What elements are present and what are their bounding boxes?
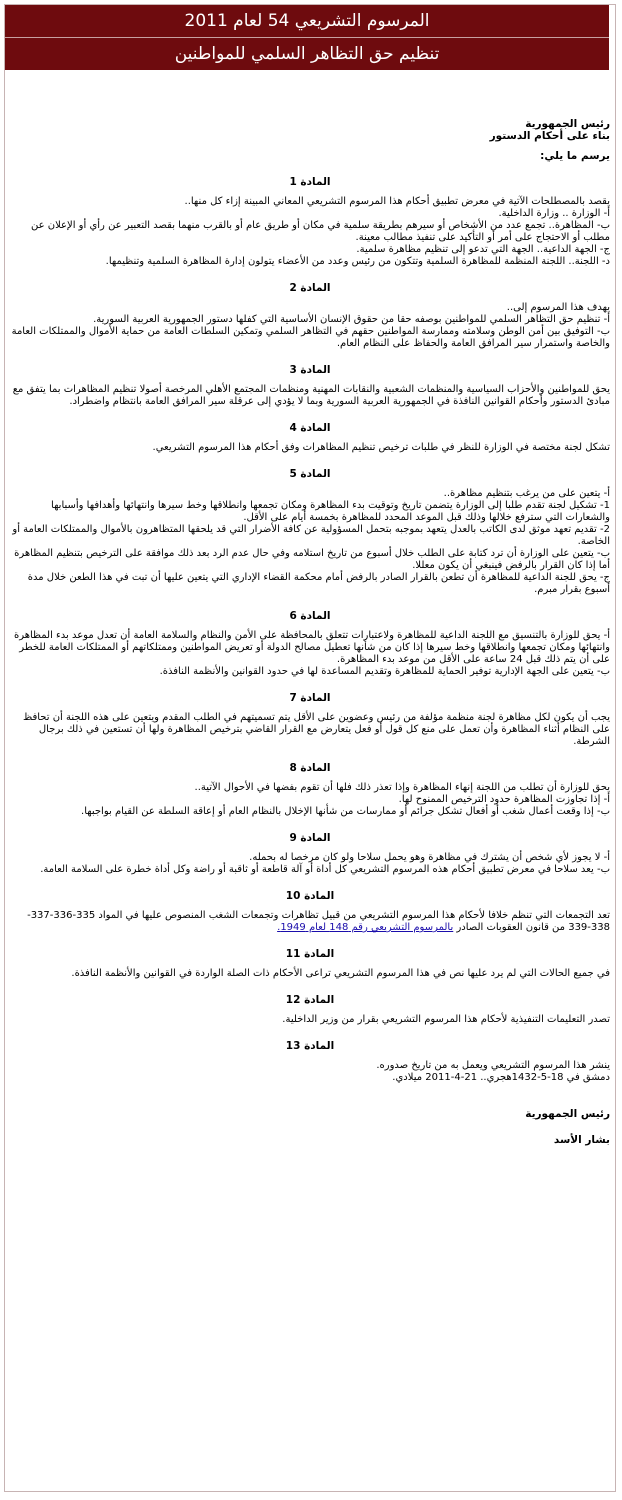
article-section: [10, 692, 610, 748]
article-line: [10, 302, 610, 314]
article-section: [10, 1040, 610, 1084]
article-section: [10, 468, 610, 596]
article-line-text: يحق للوزارة أن تطلب من اللجنة إنهاء المظاهرة وإذا تعذر ذلك فلها أن تقوم بفضها في الأحوال الآتية..: [194, 782, 610, 793]
article-line: [10, 630, 610, 666]
article-line: [10, 244, 610, 256]
article-line: [10, 524, 610, 548]
article-line: [10, 488, 610, 500]
article-line-text: ب- يتعين على الوزارة أن ترد كتابة على الطلب خلال أسبوع من تاريخ استلامه وفي حال عدم الرد بعد ذلك موافقة على الترخيص بتنظيم المظاهرة أما إذا كان القرار بالرفض فينبغي أن يكون معللا.: [14, 548, 610, 571]
article-line-text: 1- تشكيل لجنة تقدم طلبا إلى الوزارة يتضمن تاريخ وتوقيت بدء المظاهرة ومكان تجمعها وانطلاقها وخط سيرها وانتهائها وأهدافها وأسبابها والشعارات التي سترفع خلالها وذلك قبل الموعد المحدد للمظاهرة بخمسة أيام على الأقل.: [51, 500, 610, 523]
closing-signer: رئيس الجمهورية: [525, 1108, 610, 1120]
article-line: [10, 806, 610, 818]
article-line-text: تشكل لجنة مختصة في الوزارة للنظر في طلبات ترخيص تنظيم المظاهرات وفق أحكام هذا المرسوم التشريعي.: [152, 442, 610, 453]
article-line-text: ج- يحق للجنة الداعية للمظاهرة أن تطعن بالقرار الصادر بالرفض أمام محكمة القضاء الإداري التي يتعين عليها أن تبت في هذا الطعن خلال مدة أسبوع بقرار مبرم.: [27, 572, 610, 595]
article-line-text: أ- إذا تجاوزت المظاهرة حدود الترخيص الممنوح لها.: [398, 794, 610, 805]
article-line-text: ينشر هذا المرسوم التشريعي ويعمل به من تاريخ صدوره.: [376, 1060, 610, 1071]
article-line-text: تصدر التعليمات التنفيذية لأحكام هذا المرسوم التشريعي بقرار من وزير الداخلية.: [282, 1014, 610, 1025]
article-line: [10, 1014, 610, 1026]
article-title: المادة 9: [289, 832, 331, 844]
article-line-text: ج- الجهة الداعية.. الجهة التي تدعو إلى تنظيم مظاهرة سلمية.: [356, 244, 610, 255]
spacer: [10, 1084, 610, 1108]
article-line: [10, 794, 610, 806]
article-line: [10, 326, 610, 350]
article-title: المادة 7: [289, 692, 331, 704]
article-line-text: ب- التوفيق بين أمن الوطن وسلامته وممارسة المواطنين حقهم في التظاهر السلمي وتمكين السلطات العامة من حماية الأموال والممتلكات العامة والخاصة واستمرار سير المرافق العامة والحفاظ على النظام العام.: [11, 326, 610, 349]
article-title: المادة 5: [289, 468, 331, 480]
article-line: [10, 384, 610, 408]
article-section: [10, 948, 610, 980]
article-line: [10, 548, 610, 572]
article-section: [10, 762, 610, 818]
article-line-text: يهدف هذا المرسوم إلى..: [506, 302, 610, 313]
decree-title: المرسوم التشريعي 54 لعام 2011: [184, 11, 430, 31]
article-line: [10, 442, 610, 454]
article-line-text: ب- يعد سلاحا في معرض تطبيق أحكام هذه المرسوم التشريعي كل أداة أو آلة قاطعة أو ثاقبة أو راضة وكل أداة خطرة على السلامة العامة.: [40, 864, 610, 875]
document-header: [5, 5, 609, 70]
article-section: [10, 422, 610, 454]
article-line-text: أ- الوزارة .. وزارة الداخلية.: [498, 208, 610, 219]
article-line: [10, 782, 610, 794]
article-line-text: أ- تنظيم حق التظاهر السلمي للمواطنين بوصفه حقا من حقوق الإنسان الأساسية التي كفلها دستور الجمهورية العربية السورية.: [93, 314, 610, 325]
article-section: [10, 832, 610, 876]
article-section: [10, 282, 610, 350]
article-line-text: دمشق في 18-5-1432هجري.. 21-4-2011 ميلادي.: [392, 1072, 610, 1083]
article-line: [10, 314, 610, 326]
article-line-text: أ- يتعين على من يرغب بتنظيم مظاهرة..: [443, 488, 610, 499]
article-line-text: يقصد بالمصطلحات الآتية في معرض تطبيق أحكام هذا المرسوم التشريعي المعاني المبينة إزاء كل منها..: [184, 196, 610, 207]
article-section: [10, 364, 610, 408]
decree-subtitle: تنظيم حق التظاهر السلمي للمواطنين: [174, 44, 440, 64]
article-line: [10, 968, 610, 980]
article-title: المادة 2: [289, 282, 331, 294]
article-line-text: ب- المظاهرة.. تجمع عدد من الأشخاص أو سيرهم بطريقة سلمية في مكان أو طريق عام أو بالقرب منهما بقصد التعبير عن رأي أو الإعلان عن مطلب أو الاحتجاج على أمر أو التأكيد على تنفيذ مطالب معينة.: [30, 220, 610, 243]
article-title: المادة 13: [285, 1040, 335, 1052]
preamble-basis: بناء على أحكام الدستور: [489, 130, 610, 142]
article-line: [10, 1072, 610, 1084]
article-title: المادة 6: [289, 610, 331, 622]
article-line-text: 2- تقديم تعهد موثق لدى الكاتب بالعدل يتعهد بموجبه بتحمل المسؤولية عن كافة الأضرار التي قد يلحقها المتظاهرون بالأموال والممتلكات العامة أو الخاصة.: [12, 524, 610, 547]
article-title: المادة 4: [289, 422, 331, 434]
article-line: [10, 852, 610, 864]
article-line: [10, 864, 610, 876]
decree-body: [10, 118, 610, 1146]
article-title: المادة 1: [289, 176, 331, 188]
article-title: المادة 8: [289, 762, 331, 774]
article-line: [10, 196, 610, 208]
article-title: المادة 11: [285, 948, 335, 960]
article-section: [10, 610, 610, 678]
articles-list: [10, 176, 610, 1084]
article-section: [10, 994, 610, 1026]
article-line: [10, 208, 610, 220]
article-title: المادة 3: [289, 364, 331, 376]
article-section: [10, 890, 610, 934]
article-section: [10, 176, 610, 268]
article-line-text: د- اللجنة.. اللجنة المنظمة للمظاهرة السلمية وتتكون من رئيس وعدد من الأعضاء يتولون إدارة المظاهرة السلمية وتنظيمها.: [105, 256, 610, 267]
article-title: المادة 12: [285, 994, 335, 1006]
article-title: المادة 10: [285, 890, 335, 902]
article-line: [10, 500, 610, 524]
article-line-text: ب- يتعين على الجهة الإدارية توفير الحماية للمظاهرة وتقديم المساعدة لها في حدود القوانين والأنظمة النافذة.: [159, 666, 610, 677]
article-line: [10, 712, 610, 748]
article-line: [10, 220, 610, 244]
article-line: [10, 910, 610, 934]
article-line-text: في جميع الحالات التي لم يرد عليها نص في هذا المرسوم التشريعي تراعى الأحكام ذات الصلة الواردة في القوانين والأنظمة النافذة.: [71, 968, 610, 979]
article-line: [10, 572, 610, 596]
article-line-text: ب- إذا وقعت أعمال شغب أو أفعال تشكل جرائم أو ممارسات من شأنها الإخلال بالنظام العام أو إعاقة السلطة عن القيام بواجبها.: [81, 806, 610, 817]
article-line-text: أ- يحق للوزارة بالتنسيق مع اللجنة الداعية للمظاهرة ولاعتبارات تتعلق بالمحافظة على الأمن والنظام والسلامة العامة أن تعدل موعد بدء المظاهرة وانتهائها ومكان تجمعها وانطلاقها وخط سيرها إذا كان من شأنها تعطيل مصالح الدولة أو تعريض المواطنين وممتلكاتهم أو الممتلكات العامة للخطر على أن يتم ذلك قبل 24 ساعة على الأقل من موعد بدء المظاهرة.: [13, 630, 610, 665]
article-line: [10, 666, 610, 678]
closing-name: بشار الأسد: [553, 1134, 610, 1146]
article-line-text: تعد التجمعات التي تنظم خلافا لأحكام هذا المرسوم التشريعي من قبيل تظاهرات وتجمعات الشغب المنصوص عليها في المواد 335-336-337-338-339 من قانون العقوبات الصادر: [27, 910, 610, 933]
legal-reference-link[interactable]: بالمرسوم التشريعي رقم 148 لعام 1949.: [277, 922, 454, 933]
article-line-text: أ- لا يجوز لأي شخص أن يشترك في مظاهرة وهو يحمل سلاحا ولو كان مرخصا له بحمله.: [249, 852, 610, 863]
article-line: [10, 256, 610, 268]
preamble-signer: رئيس الجمهورية: [525, 118, 610, 130]
article-line-text: يجب أن يكون لكل مظاهرة لجنة منظمة مؤلفة من رئيس وعضوين على الأقل يتم تسميتهم في الطلب المقدم ويتعين على هذه اللجنة أن تحافظ على النظام أثناء المظاهرة وأن تعمل على منع كل قول أو فعل يتعارض مع القرار القاضي بترخيص المظاهرة ولها أن تستعين في ذلك برجال الشرطة.: [22, 712, 610, 747]
preamble-decree: يرسم ما يلي:: [540, 150, 610, 162]
article-line-text: يحق للمواطنين والأحزاب السياسية والمنظمات الشعبية والنقابات المهنية ومنظمات المجتمع الأهلي المرخصة أصولا تنظيم المظاهرات بما يتفق مع مبادئ الدستور وأحكام القوانين النافذة في الجمهورية العربية السورية وبما لا يؤدي إلى عرقلة سير المرافق العامة بانتظام واضطراد.: [12, 384, 610, 407]
article-line: [10, 1060, 610, 1072]
